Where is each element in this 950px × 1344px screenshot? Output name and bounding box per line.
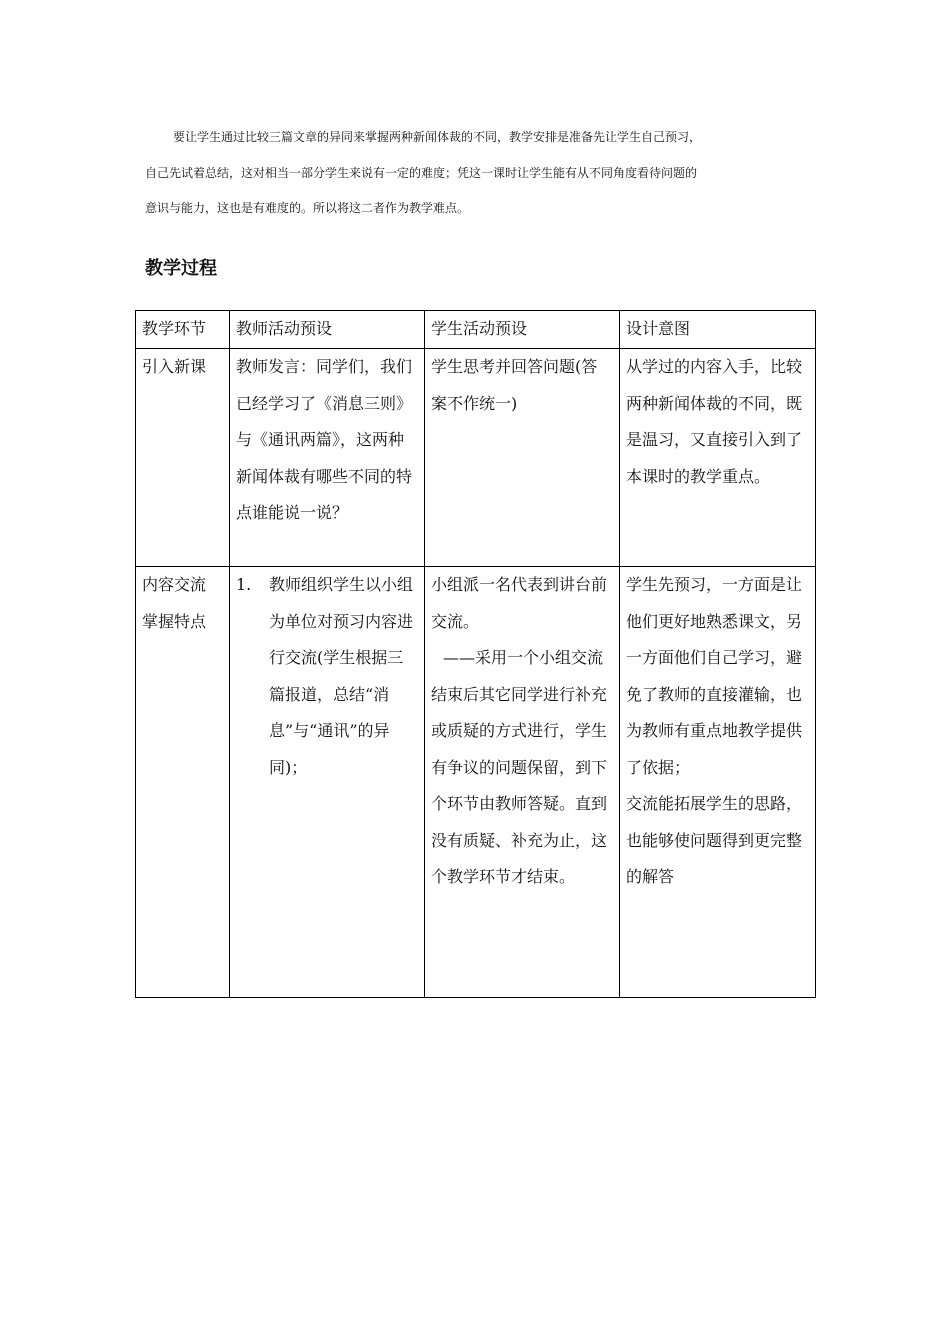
table-row: [136, 567, 816, 998]
row2-intent-para-2: 交流能拓展学生的思路，也能够使问题得到更完整的解答: [626, 794, 803, 886]
intro-line-3: 意识与能力，这也是有难度的。所以将这二者作为教学难点。: [145, 201, 470, 215]
teaching-process-table: [135, 310, 816, 998]
row1-intent: [620, 349, 816, 567]
intro-line-1: 要让学生通过比较三篇文章的异同来掌握两种新闻体裁的不同，教学安排是准备先让学生自己预习，: [173, 130, 702, 144]
row2-intent-para-1: 学生先预习，一方面是让他们更好地熟悉课文，另一方面他们自己学习，避免了教师的直接灌输，也为教师有重点地教学提供了依据；: [626, 575, 803, 777]
row2-stage-line-1: 内容交流: [142, 575, 207, 594]
row1-teacher-text: 教师发言：同学们，我们已经学习了《消息三则》与《通讯两篇》，这两种新闻体裁有哪些不同的特点谁能说一说？: [236, 357, 413, 522]
intro-paragraph: [145, 120, 815, 227]
header-teacher-activity: 教师活动预设: [230, 311, 425, 349]
row2-stage-line-2: 掌握特点: [142, 611, 207, 631]
row2-student-para-1: 小组派一名代表到讲台前交流。: [431, 575, 608, 631]
intro-line-2: 自己先试着总结，这对相当一部分学生来说有一定的难度；凭这一课时让学生能有从不同角度看待问题的: [145, 165, 698, 180]
row2-student-para-2: ——采用一个小组交流结束后其它同学进行补充或质疑的方式进行，学生有争议的问题保留，到下个环节由教师答疑。直到没有质疑、补充为止，这个教学环节才结束。: [431, 648, 608, 886]
row2-teacher-numbered-item: [236, 567, 418, 786]
row1-student: [425, 349, 620, 567]
row2-intent: [620, 567, 816, 998]
header-stage: 教学环节: [136, 311, 230, 349]
header-design-intent: 设计意图: [620, 311, 816, 349]
section-heading: 教学过程: [145, 258, 217, 279]
row2-teacher-text: 教师组织学生以小组为单位对预习内容进行交流(学生根据三篇报道，总结“消息”与“通讯”的异同)；: [269, 575, 414, 777]
row1-stage: [136, 349, 230, 567]
row1-student-text: 学生思考并回答问题(答案不作统一): [431, 357, 598, 413]
row2-stage: [136, 567, 230, 998]
table-header-row: [136, 311, 816, 349]
row2-teacher-number: 1.: [236, 575, 252, 594]
table-row: [136, 349, 816, 567]
header-student-activity: 学生活动预设: [425, 311, 620, 349]
row2-teacher: [230, 567, 425, 998]
row1-teacher: [230, 349, 425, 567]
row1-stage-text: 引入新课: [142, 357, 207, 376]
row2-student: [425, 567, 620, 998]
row1-intent-text: 从学过的内容入手，比较两种新闻体裁的不同，既是温习，又直接引入到了本课时的教学重点。: [626, 357, 803, 486]
